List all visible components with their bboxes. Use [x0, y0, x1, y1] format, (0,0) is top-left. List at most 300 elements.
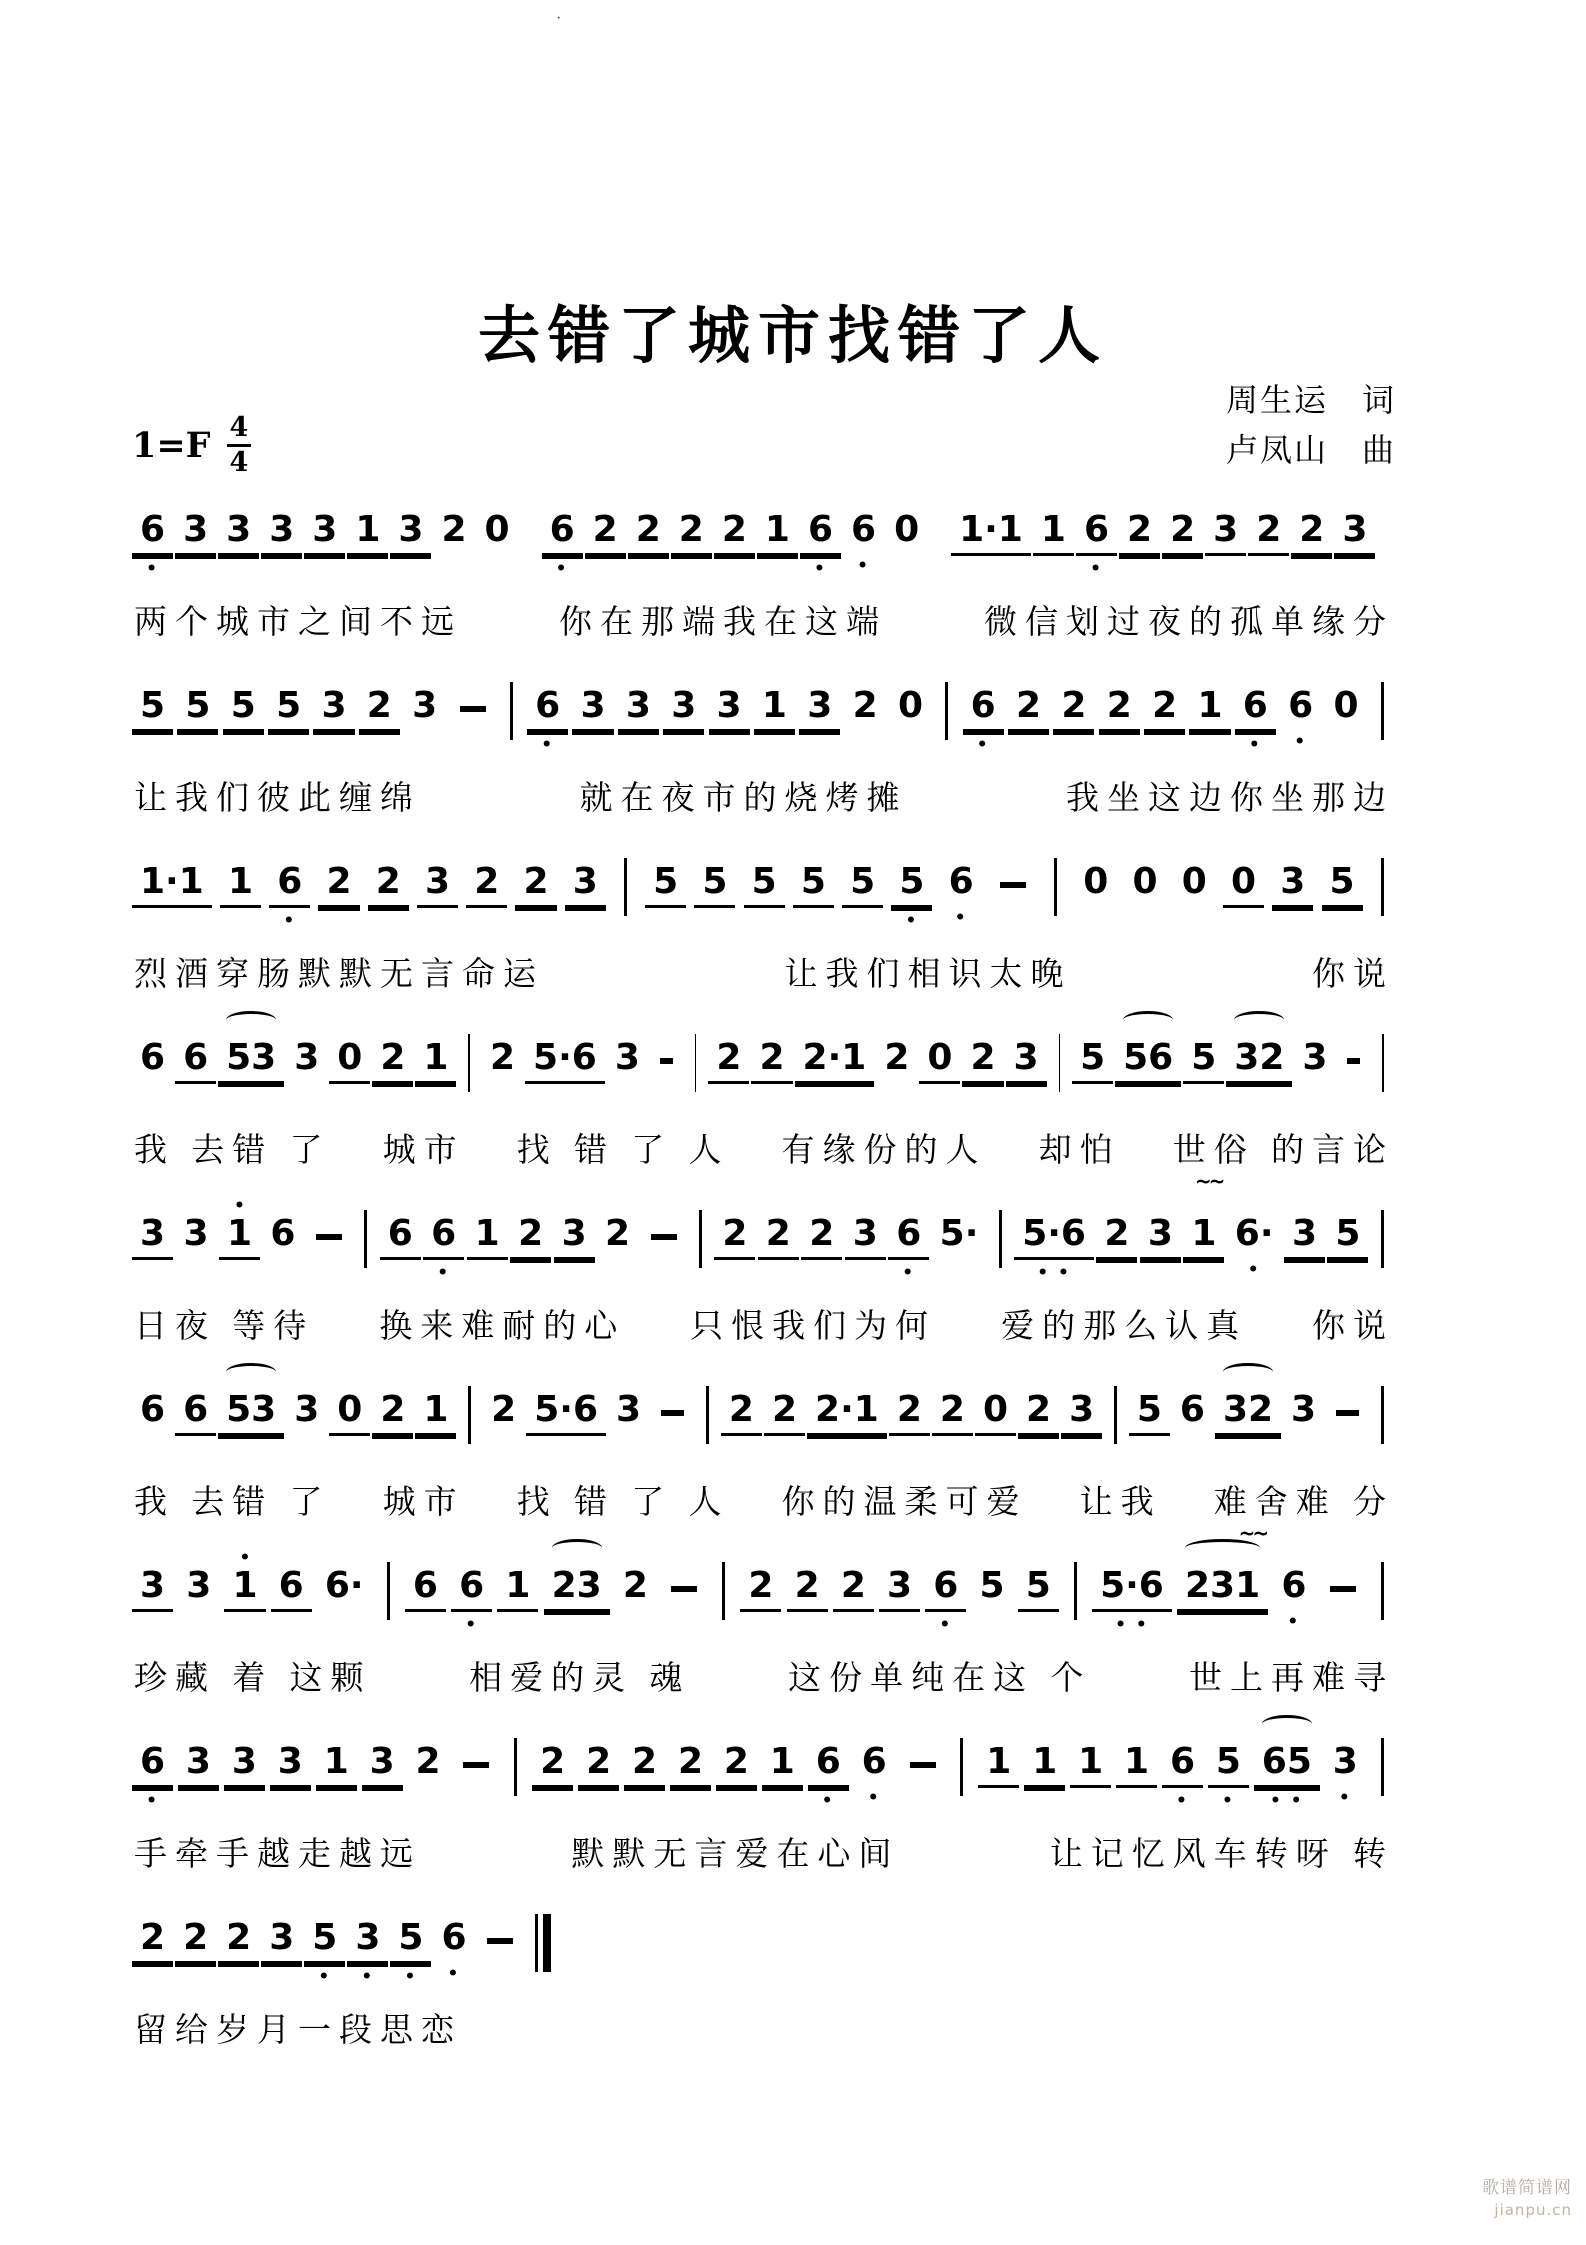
score-line-5: [132, 1169, 1394, 1347]
note-number: 3: [362, 1744, 403, 1788]
note: [787, 1552, 828, 1636]
note: [607, 1024, 648, 1105]
note: [359, 672, 400, 756]
note: [740, 1552, 781, 1636]
note-number: 2: [852, 685, 878, 726]
note: [527, 672, 568, 756]
note-number: 2: [1053, 688, 1094, 732]
note-number: 2: [1099, 688, 1140, 732]
note-number: 3: [186, 1565, 212, 1606]
note-number: 6: [542, 512, 583, 556]
note-number: 2: [624, 1744, 665, 1788]
barline: [387, 1562, 390, 1620]
note: [390, 1904, 431, 1988]
note: [1172, 1376, 1213, 1457]
octave-dot-low: •: [541, 735, 555, 755]
note: [510, 1200, 551, 1284]
barline: [1381, 858, 1384, 916]
note-number: 0: [1333, 685, 1359, 726]
notes-row: [132, 848, 1394, 940]
notes-row: [132, 1169, 1394, 1292]
note-number: 6: [441, 1917, 467, 1958]
octave-dot-low: •: [939, 1615, 953, 1635]
lyric-segment: 你在那端我在这端: [559, 605, 887, 641]
note: [433, 1904, 474, 1985]
octave-dot-low: • •: [1270, 1791, 1304, 1811]
note: [317, 1552, 372, 1633]
note-number: 1: [1189, 688, 1230, 732]
notes-row: [132, 1024, 1394, 1116]
octave-dot-low: •: [976, 735, 990, 755]
octave-dot-low: •: [857, 556, 870, 576]
lyric-segment: 两个城市之间不远: [134, 605, 462, 641]
note: [585, 496, 626, 580]
notes-row: [132, 1904, 1394, 1996]
sustain-dash: [651, 1234, 677, 1240]
note: [721, 1376, 762, 1460]
note: [316, 1728, 357, 1812]
note-number: 1: [316, 1744, 357, 1788]
note: [845, 672, 886, 753]
score: [132, 496, 1394, 2080]
score-line-7: [132, 1521, 1394, 1699]
note: [268, 672, 309, 756]
note: [347, 1904, 388, 1988]
note-number: 6: [527, 688, 568, 732]
note-number: 2: [1144, 688, 1185, 732]
note-number: 6: [851, 509, 877, 550]
note-number: 5: [891, 864, 932, 908]
note: [132, 848, 212, 932]
note-number: 2: [578, 1744, 619, 1788]
note-number: 3: [132, 1568, 173, 1612]
note-number: 2: [1162, 512, 1203, 556]
note-number: 2: [787, 1568, 828, 1612]
sustain-dash: [1347, 1058, 1360, 1064]
note-number: 2: [372, 1392, 413, 1436]
note: [220, 848, 261, 932]
note: [744, 848, 785, 932]
note: [423, 1200, 464, 1284]
note: [1024, 1728, 1065, 1812]
note: [262, 1200, 303, 1281]
note: [799, 672, 840, 756]
rest-note: [1223, 848, 1264, 932]
note-number: 32: [1226, 1040, 1292, 1084]
lyric-segment: 珍藏 着 这颗: [134, 1661, 372, 1697]
note: [1189, 672, 1230, 756]
lyric-segment: 我坐这边你坐那边: [1066, 781, 1394, 817]
note: [843, 496, 884, 577]
rest-note: [477, 496, 518, 577]
note-number: 3: [614, 1037, 640, 1078]
notes-row: [132, 1521, 1394, 1644]
note: [757, 496, 798, 580]
note: [1129, 1376, 1170, 1460]
note: [132, 1728, 173, 1812]
note-number: 3: [554, 1216, 595, 1260]
note-number: 6: [1179, 1389, 1205, 1430]
note: [269, 848, 310, 932]
note-number: 3: [294, 1037, 320, 1078]
octave-dot-low: •: [905, 911, 919, 931]
note-number: 6: [1281, 1565, 1307, 1606]
note: [1273, 1552, 1314, 1633]
note-number: 5: [1183, 1040, 1224, 1084]
lyric-segment: 城市: [382, 1133, 465, 1169]
note: [1177, 1521, 1268, 1636]
barline: [624, 858, 627, 916]
song-title: 去错了城市找错了人: [477, 298, 1108, 372]
note: [178, 1552, 219, 1633]
note: [380, 1200, 421, 1284]
note: [175, 1376, 216, 1460]
note-number: 1: [1116, 1744, 1157, 1788]
note-number: 6: [269, 864, 310, 908]
note-number: 6: [963, 688, 1004, 732]
note-number: 6: [925, 1568, 966, 1612]
note-number: 5: [177, 688, 218, 732]
rest-note: [975, 1376, 1016, 1460]
note: [132, 1024, 173, 1105]
octave-dot-low: •: [814, 559, 827, 579]
note: [219, 1196, 260, 1284]
note: [793, 848, 834, 932]
note: [608, 1376, 649, 1457]
note-number: 6: [140, 1037, 166, 1078]
note-number: 2: [708, 1040, 749, 1084]
note-number: 3: [313, 688, 354, 732]
note-number: 2: [740, 1568, 781, 1612]
score-line-8: [132, 1728, 1394, 1875]
slur-arc: [1234, 1011, 1284, 1029]
note-number: 2: [466, 864, 507, 908]
note: [175, 1024, 216, 1108]
note: [1144, 672, 1185, 756]
octave-dot-low: •: [867, 1788, 881, 1808]
note: [615, 1552, 656, 1633]
note-number: 3: [1061, 1392, 1102, 1436]
note-number: 6: [1235, 688, 1276, 732]
lyric-segment: 相爱的灵 魂: [469, 1661, 691, 1697]
note: [716, 1728, 757, 1812]
note-number: 3: [412, 685, 438, 726]
note: [467, 1200, 508, 1284]
lyric-segment: 换来难耐的心: [379, 1309, 626, 1345]
note-number: 5·: [939, 1213, 979, 1254]
note: [261, 496, 302, 580]
octave-dot-low: •: [283, 911, 297, 931]
note: [433, 496, 474, 577]
sustain-dash: [487, 1938, 513, 1944]
note: [800, 496, 841, 580]
note: [1322, 848, 1363, 932]
note-number: 1: [219, 1216, 260, 1260]
note: [1254, 1728, 1320, 1812]
note: [466, 848, 507, 932]
watermark: [1482, 2176, 1572, 2221]
note: [624, 1728, 665, 1812]
note-number: 2: [489, 1037, 516, 1078]
note: [532, 1728, 573, 1812]
note: [1014, 1200, 1094, 1284]
note: [313, 672, 354, 756]
lyric-segment: 难舍难 分: [1213, 1485, 1394, 1521]
note: [132, 1552, 173, 1636]
note: [1061, 1376, 1102, 1460]
note: [1162, 496, 1203, 580]
octave-dot-low: •: [1287, 1612, 1301, 1632]
note-number: 5: [793, 864, 834, 908]
octave-dot-low: •: [902, 1263, 916, 1283]
note: [932, 1376, 973, 1460]
note-number: 3: [1302, 1037, 1328, 1078]
note-number: 1: [467, 1216, 508, 1260]
note: [1235, 672, 1276, 756]
octave-dot-low: • •: [1115, 1615, 1149, 1635]
lyric-segment: 我 去错 了: [134, 1485, 331, 1521]
note-number: 3: [175, 512, 216, 556]
note: [218, 496, 259, 580]
note: [1072, 1024, 1113, 1108]
note-number: 2: [884, 1037, 910, 1078]
lyric-segment: 你说: [1312, 1309, 1394, 1345]
lyrics-row: [134, 1828, 1394, 1875]
note-number: 2: [1018, 1392, 1059, 1436]
note: [1272, 848, 1313, 932]
note-number: 23: [544, 1568, 610, 1612]
note-number: 2: [751, 1040, 792, 1084]
note-number: 5: [842, 864, 883, 908]
octave-dot-high: •: [234, 1196, 245, 1216]
note-number: 6: [175, 1040, 216, 1084]
note-number: 2: [714, 512, 755, 556]
note: [451, 1552, 492, 1636]
rest-note: [329, 1024, 370, 1108]
lyrics-row: [134, 772, 1394, 819]
note: [1280, 672, 1321, 753]
octave-dot-low: •: [361, 1967, 375, 1987]
note: [218, 1024, 284, 1108]
note: [318, 848, 359, 932]
lyrics-row: [134, 596, 1394, 643]
note-number: 5·6: [1014, 1216, 1094, 1260]
note-number: 5: [694, 864, 735, 908]
note: [1099, 672, 1140, 756]
note: [304, 1904, 345, 1988]
lyric-segment: 你说: [1312, 957, 1394, 993]
time-signature-numerator: 4: [227, 414, 252, 447]
note: [628, 496, 669, 580]
octave-dot-low: •: [465, 1615, 479, 1635]
slur-arc: [226, 1011, 276, 1029]
note-number: 6: [132, 512, 173, 556]
note: [1283, 1376, 1324, 1457]
lyric-segment: 留给岁月一段思恋: [134, 2013, 462, 2049]
note-number: 2: [359, 688, 400, 732]
note: [304, 496, 345, 580]
note-number: 0: [484, 509, 510, 550]
note: [951, 496, 1031, 580]
note: [482, 1024, 523, 1105]
score-line-3: [132, 848, 1394, 995]
note: [404, 672, 445, 753]
note-number: 5: [132, 688, 173, 732]
note: [808, 1728, 849, 1812]
octave-dot-low: •: [555, 559, 569, 579]
note-number: 2: [833, 1568, 874, 1612]
barline: [1054, 858, 1057, 916]
note: [1284, 1200, 1325, 1284]
note: [1116, 1728, 1157, 1812]
note-number: 65: [1254, 1744, 1320, 1788]
note-number: 6: [948, 861, 974, 902]
note: [962, 1024, 1003, 1108]
lyric-segment: 这份单纯在这 个: [788, 1661, 1092, 1697]
note-number: 6: [1288, 685, 1314, 726]
composer-credit: 卢凤山 曲: [1225, 431, 1396, 468]
note-number: 2·1: [795, 1040, 875, 1084]
lyric-segment: 让我们彼此缠绵: [134, 781, 421, 817]
sustain-dash: [316, 1234, 342, 1240]
lyric-segment: 只恨我们为何: [690, 1309, 937, 1345]
note: [1140, 1200, 1181, 1284]
slur-arc: [226, 1363, 276, 1381]
octave-dot-low: •: [1248, 735, 1262, 755]
note-number: 5: [1327, 1216, 1368, 1260]
note: [709, 672, 750, 756]
note-number: 3: [261, 512, 302, 556]
note-number: 5: [1208, 1744, 1249, 1788]
note: [368, 848, 409, 932]
note: [1208, 1728, 1249, 1812]
note: [218, 1376, 284, 1460]
note: [645, 848, 686, 932]
note-number: 6: [271, 1568, 312, 1612]
note-number: 5·6: [526, 1392, 606, 1436]
note: [1327, 1200, 1368, 1284]
note-number: 2: [716, 1744, 757, 1788]
note: [1205, 496, 1246, 580]
slur-arc: [1223, 1363, 1273, 1381]
lyric-segment: 找 错 了 人: [516, 1485, 730, 1521]
note-number: 231: [1177, 1568, 1268, 1612]
note-number: 5: [979, 1565, 1005, 1606]
time-signature: [227, 414, 252, 478]
barline: [1381, 1386, 1384, 1444]
note-number: 5: [1129, 1392, 1170, 1436]
note-number: 53: [218, 1040, 284, 1084]
note: [1226, 1024, 1292, 1108]
note-number: 2: [532, 1744, 573, 1788]
note-number: 3: [178, 1744, 219, 1788]
note-number: 3: [799, 688, 840, 732]
barline: [514, 1738, 517, 1796]
rest-note: [1326, 672, 1367, 753]
lyric-segment: 手牵手越走越远: [134, 1837, 421, 1873]
note-number: 3: [616, 1389, 642, 1430]
note-number: 2: [175, 1920, 216, 1964]
octave-dot-low: •: [1176, 1791, 1189, 1811]
lyrics-row: [134, 2004, 1394, 2051]
note-number: 3: [1332, 1741, 1358, 1782]
note-number: 1: [497, 1568, 538, 1612]
note: [1092, 1552, 1172, 1636]
barline: [364, 1210, 367, 1268]
note: [554, 1200, 595, 1284]
note: [1119, 496, 1160, 580]
note-number: 6: [175, 1392, 216, 1436]
lyric-segment: 世上再难寻: [1188, 1661, 1394, 1697]
note-number: 3: [261, 1920, 302, 1964]
note: [132, 672, 173, 756]
barline: [1059, 1034, 1061, 1092]
note-number: 2: [628, 512, 669, 556]
final-barline-thick: [543, 1914, 551, 1972]
note-number: 0: [329, 1040, 370, 1084]
note: [544, 1552, 610, 1636]
note-number: 3: [417, 864, 458, 908]
barline: [510, 682, 513, 740]
note-number: 0: [329, 1392, 370, 1436]
credits-block: [1226, 376, 1396, 475]
note: [175, 1904, 216, 1988]
octave-dot-low: •: [318, 1967, 332, 1987]
note: [286, 1024, 327, 1105]
note-number: 1: [1024, 1744, 1065, 1788]
note-number: 2: [441, 509, 467, 550]
note-number: 0: [919, 1040, 960, 1084]
note-number: 2: [758, 1216, 799, 1260]
lyrics-row: [134, 1300, 1394, 1347]
note-number: 5: [1072, 1040, 1113, 1084]
lyricist-credit: 周生运 词: [1225, 382, 1396, 418]
note: [390, 496, 431, 580]
note-number: 2: [585, 512, 626, 556]
note: [1033, 496, 1074, 580]
note: [1115, 1024, 1181, 1108]
note: [764, 1376, 805, 1460]
note: [854, 1728, 895, 1809]
lyric-segment: 却怕: [1038, 1133, 1121, 1169]
lyric-segment: 就在夜市的烧烤摊: [579, 781, 908, 817]
sustain-dash: [1000, 882, 1026, 888]
note-number: 2: [889, 1392, 930, 1436]
note: [663, 672, 704, 756]
note: [542, 496, 583, 580]
lyric-segment: 找 错 了 人: [516, 1133, 730, 1169]
note-number: 0: [897, 685, 924, 726]
note: [132, 496, 173, 580]
note-number: 3: [304, 512, 345, 556]
note: [1215, 1376, 1281, 1460]
note-number: 0: [1181, 861, 1207, 902]
note: [218, 1904, 259, 1988]
note: [845, 1200, 886, 1284]
barline: [960, 1738, 963, 1796]
note: [1183, 1169, 1224, 1284]
note-number: 6: [270, 1213, 296, 1254]
note-number: 3: [347, 1920, 388, 1964]
note: [888, 1200, 929, 1284]
barline: [1381, 1210, 1384, 1268]
barline: [1381, 682, 1384, 740]
note-number: 3: [390, 512, 431, 556]
note: [978, 1728, 1019, 1812]
note: [879, 1552, 920, 1636]
octave-dot-low: •: [1090, 559, 1103, 579]
note-number: 6: [1076, 512, 1117, 556]
